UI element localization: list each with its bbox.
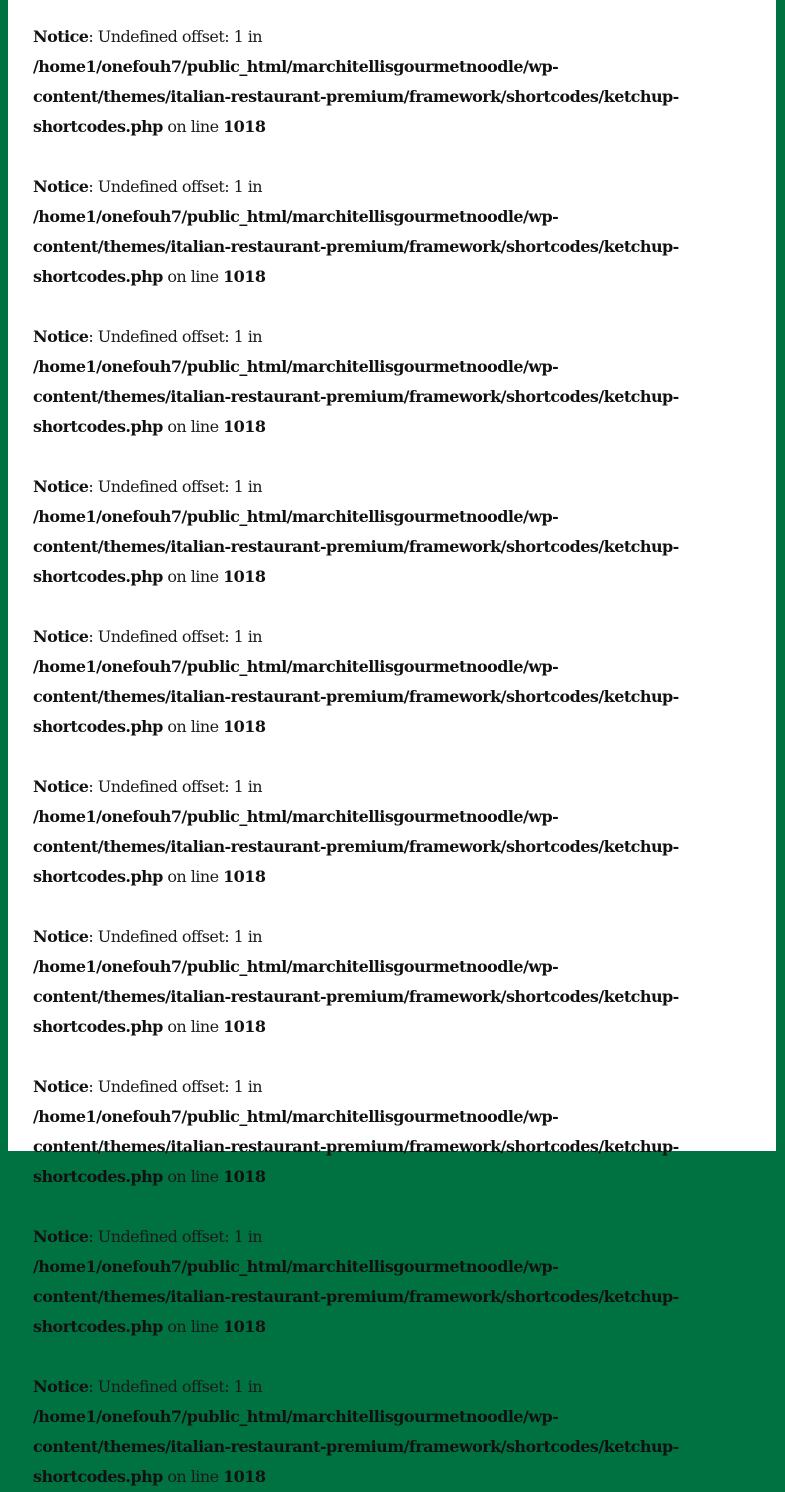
page-content — [8, 0, 776, 1486]
notice-file-path: /home1/onefouh7/public_html/marchitellisgourmetnoodle/wp-content/themes/italian-restaurant-premium/framework/shortcodes/ketchup-shortcodes.php — [33, 807, 679, 886]
php-notice-list — [8, 0, 753, 1492]
notice-line-number: 1018 — [223, 1467, 266, 1486]
notice-line-number: 1018 — [223, 1017, 266, 1036]
notice-label: Notice — [33, 927, 89, 946]
notice-label: Notice — [33, 477, 89, 496]
notice-on-line: on line — [162, 1317, 224, 1336]
notice-file-path: /home1/onefouh7/public_html/marchitellisgourmetnoodle/wp-content/themes/italian-restaurant-premium/framework/shortcodes/ketchup-shortcodes.php — [33, 1257, 679, 1336]
notice-on-line: on line — [162, 417, 224, 436]
notice-file-path: /home1/onefouh7/public_html/marchitellisgourmetnoodle/wp-content/themes/italian-restaurant-premium/framework/shortcodes/ketchup-shortcodes.php — [33, 1107, 679, 1186]
notice-line-number: 1018 — [223, 867, 266, 886]
notice-file-path: /home1/onefouh7/public_html/marchitellisgourmetnoodle/wp-content/themes/italian-restaurant-premium/framework/shortcodes/ketchup-shortcodes.php — [33, 507, 679, 586]
php-notice — [33, 1222, 753, 1342]
notice-label: Notice — [33, 627, 89, 646]
notice-label: Notice — [33, 177, 89, 196]
notice-on-line: on line — [162, 267, 224, 286]
notice-on-line: on line — [162, 1467, 224, 1486]
notice-message: : Undefined offset: 1 in — [88, 27, 263, 46]
notice-line-number: 1018 — [223, 267, 266, 286]
notice-label: Notice — [33, 1377, 89, 1396]
notice-message: : Undefined offset: 1 in — [88, 627, 263, 646]
notice-line-number: 1018 — [223, 417, 266, 436]
php-notice — [33, 1372, 753, 1492]
notice-label: Notice — [33, 327, 89, 346]
php-notice — [33, 22, 753, 142]
notice-message: : Undefined offset: 1 in — [88, 177, 263, 196]
notice-file-path: /home1/onefouh7/public_html/marchitellisgourmetnoodle/wp-content/themes/italian-restaurant-premium/framework/shortcodes/ketchup-shortcodes.php — [33, 957, 679, 1036]
notice-message: : Undefined offset: 1 in — [88, 1077, 263, 1096]
notice-message: : Undefined offset: 1 in — [88, 477, 263, 496]
notice-file-path: /home1/onefouh7/public_html/marchitellisgourmetnoodle/wp-content/themes/italian-restaurant-premium/framework/shortcodes/ketchup-shortcodes.php — [33, 357, 679, 436]
notice-message: : Undefined offset: 1 in — [88, 327, 263, 346]
php-notice — [33, 772, 753, 892]
notice-message: : Undefined offset: 1 in — [88, 927, 263, 946]
notice-on-line: on line — [162, 717, 224, 736]
notice-message: : Undefined offset: 1 in — [88, 777, 263, 796]
notice-file-path: /home1/onefouh7/public_html/marchitellisgourmetnoodle/wp-content/themes/italian-restaurant-premium/framework/shortcodes/ketchup-shortcodes.php — [33, 207, 679, 286]
php-notice — [33, 322, 753, 442]
notice-on-line: on line — [162, 867, 224, 886]
notice-line-number: 1018 — [223, 117, 266, 136]
notice-file-path: /home1/onefouh7/public_html/marchitellisgourmetnoodle/wp-content/themes/italian-restaurant-premium/framework/shortcodes/ketchup-shortcodes.php — [33, 57, 679, 136]
php-notice — [33, 172, 753, 292]
notice-label: Notice — [33, 1227, 89, 1246]
notice-on-line: on line — [162, 1167, 224, 1186]
notice-message: : Undefined offset: 1 in — [88, 1377, 263, 1396]
notice-label: Notice — [33, 777, 89, 796]
notice-file-path: /home1/onefouh7/public_html/marchitellisgourmetnoodle/wp-content/themes/italian-restaurant-premium/framework/shortcodes/ketchup-shortcodes.php — [33, 657, 679, 736]
php-notice — [33, 922, 753, 1042]
php-notice — [33, 622, 753, 742]
notice-on-line: on line — [162, 1017, 224, 1036]
notice-file-path: /home1/onefouh7/public_html/marchitellisgourmetnoodle/wp-content/themes/italian-restaurant-premium/framework/shortcodes/ketchup-shortcodes.php — [33, 1407, 679, 1486]
notice-line-number: 1018 — [223, 567, 266, 586]
php-notice — [33, 472, 753, 592]
notice-on-line: on line — [162, 567, 224, 586]
notice-label: Notice — [33, 1077, 89, 1096]
notice-label: Notice — [33, 27, 89, 46]
notice-on-line: on line — [162, 117, 224, 136]
notice-message: : Undefined offset: 1 in — [88, 1227, 263, 1246]
notice-line-number: 1018 — [223, 1317, 266, 1336]
notice-line-number: 1018 — [223, 1167, 266, 1186]
php-notice — [33, 1072, 753, 1192]
notice-line-number: 1018 — [223, 717, 266, 736]
